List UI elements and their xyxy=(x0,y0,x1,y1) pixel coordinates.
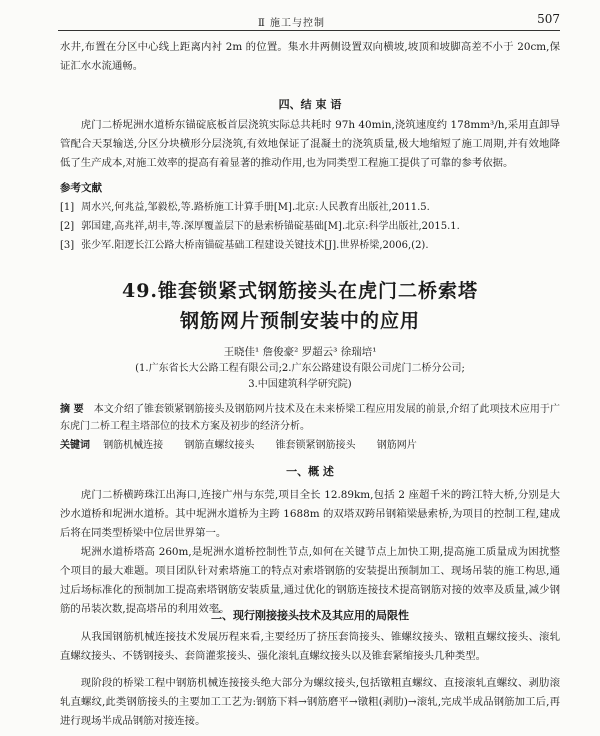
section1-paragraph: 坭洲水道桥塔高 260m,是坭洲水道桥控制性节点,如何在关键节点上加快工期,提高施工质量成为困扰整个项目的最大难题。项目团队针对索塔施工的特点对索塔钢筋的安装提出预制加工、现场吊装的施工构思,通过后场标准化的预制加工提高索塔钢筋安装质量,通过优化的钢筋连接技术提高钢筋对接的效率及质量,减少钢筋的吊装次数,提高塔吊的利用效率。 xyxy=(60,546,560,615)
running-header xyxy=(58,12,560,28)
authors: 王晓佳¹ 詹俊豪² 罗超云³ 徐瑞培¹ xyxy=(223,346,377,358)
reference-item xyxy=(60,200,560,216)
section1-paragraph: 虎门二桥横跨珠江出海口,连接广州与东莞,项目全长 12.89km,包括 2 座超千米的跨江特大桥,分别是大沙水道桥和坭洲水道桥。其中坭洲水道桥为主跨 1688m 的双塔双跨吊钢箱梁悬索桥,为项目的控制工程,建成后将在同类型桥梁中位居世界第一。 xyxy=(60,489,560,539)
keyword: 钢筋机械连接 xyxy=(103,440,164,451)
section2-heading: 二、现行刚接接头技术及其应用的局限性 xyxy=(211,609,409,622)
abstract xyxy=(60,401,560,435)
reference-item xyxy=(60,238,560,254)
abstract-label: 摘 要 xyxy=(60,404,84,415)
keyword: 锥套锁紧钢筋接头 xyxy=(275,440,356,451)
section2-paragraph: 从我国钢筋机械连接技术发展历程来看,主要经历了挤压套筒接头、锥螺纹接头、镦粗直螺纹接头、滚轧直螺纹接头、不锈钢接头、套筒灌浆接头、强化滚轧直螺纹接头以及锥套紧缩接头几种类型。 xyxy=(60,631,560,662)
affiliation-line2: 3.中国建筑科学研究院) xyxy=(248,379,352,390)
article-title-line2: 钢筋网片预制安装中的应用 xyxy=(179,310,420,332)
reference-text: 周水兴,何兆益,邹毅松,等.路桥施工计算手册[M].北京:人民教育出版社,2011.5. xyxy=(81,202,430,213)
section1-heading: 一、概 述 xyxy=(286,465,334,478)
reference-number: [1] xyxy=(60,202,75,213)
intro-paragraph: 水井,布置在分区中心线上距离内衬 2m 的位置。集水井两侧设置双向横坡,坡顶和坡脚高差不小于 20cm,保证汇水水流通畅。 xyxy=(60,41,560,72)
header-section: Ⅱ 施工与控制 xyxy=(258,18,325,29)
reference-text: 张少军.阳逻长江公路大桥南锚碇基础工程建设关键技术[J].世界桥梁,2006,(2). xyxy=(81,240,429,251)
affiliation-line1: (1.广东省长大公路工程有限公司;2.广东公路建设有限公司虎门二桥分公司; xyxy=(135,363,465,374)
article-title-line1: 49.锥套锁紧式钢筋接头在虎门二桥索塔 xyxy=(121,280,479,302)
keywords xyxy=(60,436,560,451)
keywords-label: 关键词 xyxy=(60,440,90,451)
conclusion-heading: 四、结 束 语 xyxy=(278,98,342,111)
reference-text: 郭国建,高兆祥,胡丰,等.深厚覆盖层下的悬索桥锚碇基础[M].北京:科学出版社,2015.1. xyxy=(81,221,460,232)
header-rule xyxy=(58,30,560,31)
references-heading: 参考文献 xyxy=(60,182,102,194)
affiliations xyxy=(40,361,560,393)
reference-number: [2] xyxy=(60,221,75,232)
keyword: 钢筋网片 xyxy=(376,440,417,451)
keyword: 钢筋直螺纹接头 xyxy=(184,440,255,451)
page-number: 507 xyxy=(537,12,560,26)
reference-item xyxy=(60,219,560,235)
section2-paragraph: 现阶段的桥梁工程中钢筋机械连接接头绝大部分为螺纹接头,包括镦粗直螺纹、直接滚轧直螺纹、剥肋滚轧直螺纹,此类钢筋接头的主要加工工艺为:钢筋下料→钢筋磨平→镦粗(剥肋)→滚轧,完成半成品钢筋加工后,再进行现场半成品钢筋对接连接。 xyxy=(60,677,560,727)
reference-number: [3] xyxy=(60,240,75,251)
article-title xyxy=(40,276,560,336)
abstract-text: 本文介绍了锥套锁紧钢筋接头及钢筋网片技术及在未来桥梁工程应用发展的前景,介绍了此项技术应用于广东虎门二桥工程主塔部位的技术方案及初步的经济分析。 xyxy=(60,404,560,432)
conclusion-text: 虎门二桥坭洲水道桥东锚碇底板首层浇筑实际总共耗时 97h 40min,浇筑速度约 178mm³/h,采用直卸导管配合天泵输送,分区分块横形分层浇筑,有效地保证了混凝土的浇筑质量,极大地缩短了施工周期,并有效地降低了生产成本,对施工效率的提高有着显著的推动作用,也为同类型工程施工提供了可靠的参考依据。 xyxy=(60,119,560,169)
